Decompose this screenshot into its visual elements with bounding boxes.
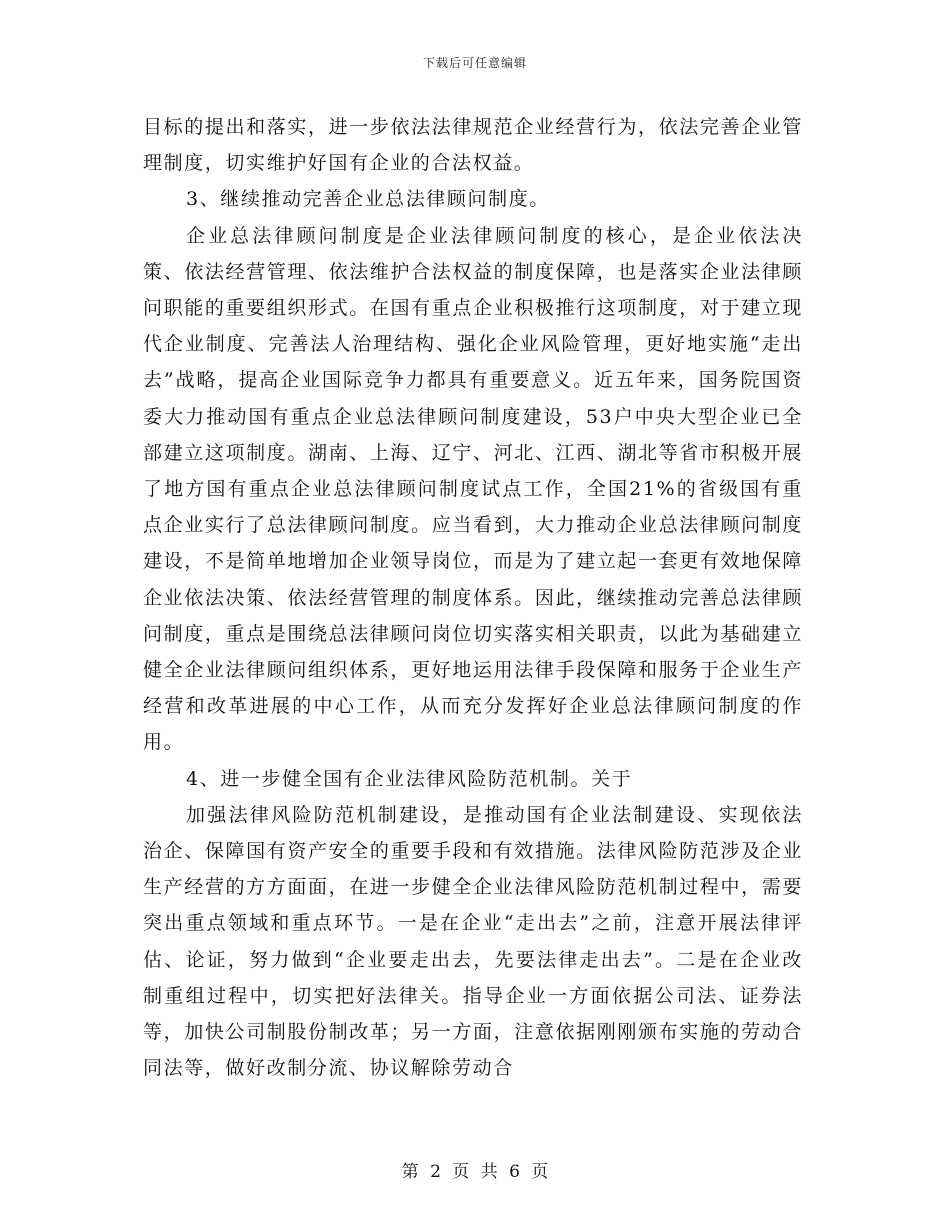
paragraph-general-counsel: 企业总法律顾问制度是企业法律顾问制度的核心，是企业依法决策、依法经营管理、依法维护合法权益的制度保障，也是落实企业法律顾问职能的重要组织形式。在国有重点企业积极推行这项制度，对于建立现代企业制度、完善法人治理结构、强化企业风险管理，更好地实施“走出去”战略，提高企业国际竞争力都具有重要意义。近五年来，国务院国资委大力推动国有重点企业总法律顾问制度建设，53户中央大型企业已全部建立这项制度。湖南、上海、辽宁、河北、江西、湖北等省市积极开展了地方国有重点企业总法律顾问制度试点工作，全国21%的省级国有重点企业实行了总法律顾问制度。应当看到，大力推动企业总法律顾问制度建设，不是简单地增加企业领导岗位，而是为了建立起一套更有效地保障企业依法决策、依法经营管理的制度体系。因此，继续推动完善总法律顾问制度，重点是围绕总法律顾问岗位切实落实相关职责，以此为基础建立健全企业法律顾问组织体系，更好地运用法律手段保障和服务于企业生产经营和改革进展的中心工作，从而充分发挥好企业总法律顾问制度的作用。: [143, 224, 803, 754]
section-heading-4: 4、进一步健全国有企业法律风险防范机制。关于: [186, 767, 633, 790]
document-body: [143, 109, 803, 1086]
page-header: 下载后可任意编辑: [422, 56, 527, 70]
page-number: 第 2 页 共 6 页: [401, 1162, 549, 1182]
paragraph-continuation: 目标的提出和落实，进一步依法法律规范企业经营行为，依法完善企业管理制度，切实维护好国有企业的合法权益。: [143, 116, 803, 175]
section-heading-3: 3、继续推动完善企业总法律顾问制度。: [186, 188, 550, 211]
paragraph-risk-prevention: 加强法律风险防范机制建设，是推动国有企业法制建设、实现依法治企、保障国有资产安全的重要手段和有效措施。法律风险防范涉及企业生产经营的方方面面，在进一步健全企业法律风险防范机制过程中，需要突出重点领域和重点环节。一是在企业“走出去”之前，注意开展法律评估、论证，努力做到“企业要走出去，先要法律走出去”。二是在企业改制重组过程中，切实把好法律关。指导企业一方面依据公司法、证券法等，加快公司制股份制改革；另一方面，注意依据刚刚颁布实施的劳动合同法等，做好改制分流、协议解除劳动合: [143, 803, 803, 1080]
